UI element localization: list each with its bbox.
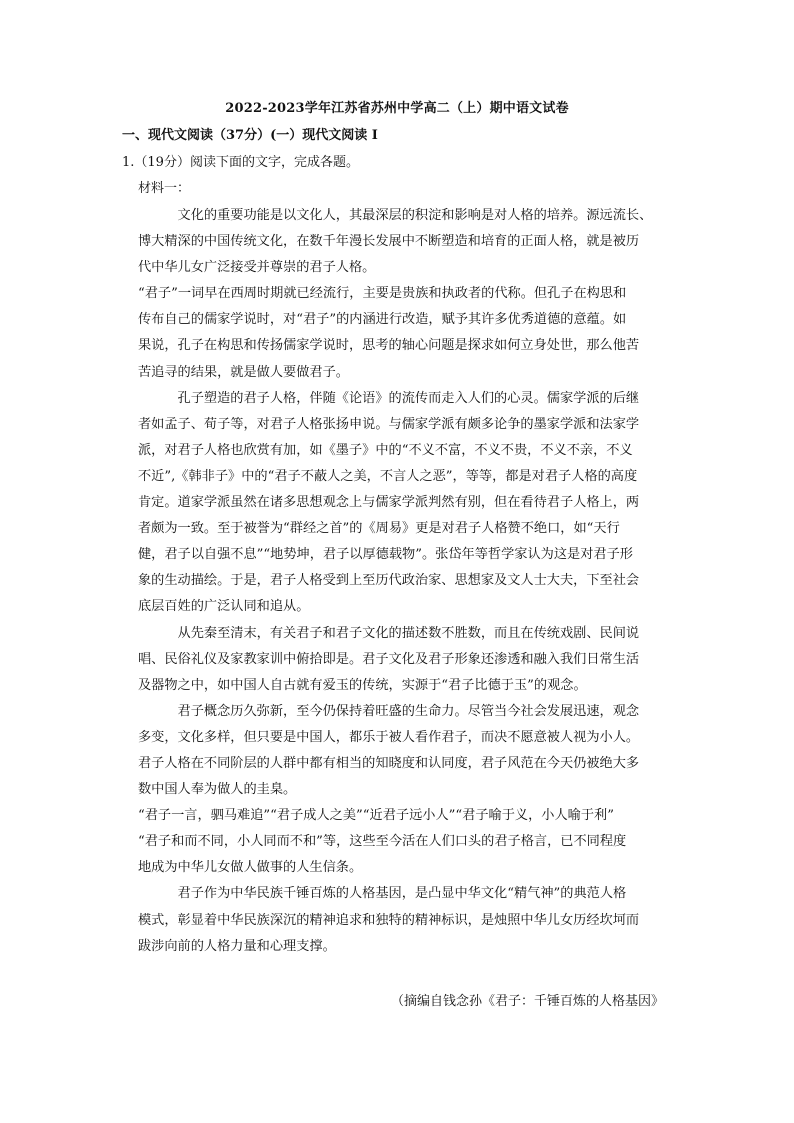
passage-line: 派，对君子人格也欣赏有加，如《墨子》中的“不义不富，不义不贵，不义不亲，不义 [138,442,633,458]
passage-line: 文化的重要功能是以文化人，其最深层的积淀和影响是对人格的培养。源远流长、 [138,208,653,223]
passage-line: 从先秦至清末，有关君子和君子文化的描述数不胜数，而且在传统戏剧、民间说 [138,625,640,641]
passage-line: 多变，文化多样，但只要是中国人，都乐于被人看作君子，而决不愿意被人视为小人。 [138,729,640,745]
passage-line: “君子一言，驷马难追”“君子成人之美”“近君子远小人”“君子喻于义，小人喻于利” [138,808,614,824]
passage-line: 象的生动描绘。于是，君子人格受到上至历代政治家、思想家及文人士大夫，下至社会 [138,573,640,589]
passage-line: 博大精深的中国传统文化，在数千年漫长发展中不断塑造和培育的正面人格，就是被历 [138,234,640,250]
passage-line: 苦追寻的结果，就是做人要做君子。 [138,364,349,380]
passage-line: “君子”一词早在西周时期就已经流行，主要是贵族和执政者的代称。但孔子在构思和 [138,286,627,302]
exam-title: 2022-2023学年江苏省苏州中学高二（上）期中语文试卷 [225,101,569,116]
passage-line: 唱、民俗礼仪及家教家训中俯拾即是。君子文化及君子形象还渗透和融入我们日常生活 [138,651,640,667]
section-heading: 一、现代文阅读（37分）(一）现代文阅读 I [122,128,378,143]
passage-line: 跋涉向前的人格力量和心理支撑。 [138,938,336,954]
passage-line: 君子人格在不同阶层的人群中都有相当的知晓度和认同度，君子风范在今天仍被绝大多 [138,755,640,771]
passage-line: 数中国人奉为做人的圭臬。 [138,782,297,798]
passage-line: 及器物之中，如中国人自古就有爱玉的传统，实源于“君子比德于玉”的观念。 [138,677,587,693]
passage-line: 模式，彰显着中华民族深沉的精神追求和独特的精神标识，是烛照中华儿女历经坎坷而 [138,912,640,928]
passage-line: 代中华儿女广泛接受并尊崇的君子人格。 [138,260,376,276]
source-citation: （摘编自钱念孙《君子：千锤百炼的人格基因》 [390,994,664,1009]
passage-line: 传布自己的儒家学说时，对“君子”的内涵进行改造，赋予其许多优秀道德的意蕴。如 [138,312,627,328]
passage-line: 底层百姓的广泛认同和追从。 [138,599,310,615]
question-intro: 1.（19分）阅读下面的文字，完成各题。 [122,155,359,170]
passage-line: 君子概念历久弥新，至今仍保持着旺盛的生命力。尽管当今社会发展迅速，观念 [138,703,640,719]
passage-line: 孔子塑造的君子人格，伴随《论语》的流传而走入人们的心灵。儒家学派的后继 [138,390,640,406]
passage-line: 健，君子以自强不息”“地势坤，君子以厚德载物”。张岱年等哲学家认为这是对君子形 [138,547,633,563]
passage-line: 者如孟子、荀子等，对君子人格张扬申说。与儒家学派有颇多论争的墨家学派和法家学 [138,416,640,432]
passage-line: 不近”,《韩非子》中的“君子不蔽人之美，不言人之恶”，等等，都是对君子人格的高度 [138,468,638,484]
material-label: 材料一： [138,181,191,196]
passage-line: 地成为中华儿女做人做事的人生信条。 [138,860,363,876]
passage-line: 者颇为一致。至于被誉为“群经之首”的《周易》更是对君子人格赞不绝口，如“天行 [138,521,620,537]
passage-line: 果说，孔子在构思和传扬儒家学说时，思考的轴心问题是探求如何立身处世，那么他苦 [138,338,640,354]
passage-body [138,203,678,960]
passage-line: 肯定。道家学派虽然在诸多思想观念上与儒家学派判然有别，但在看待君子人格上，两 [138,495,640,511]
passage-line: “君子和而不同，小人同而不和”等，这些至今活在人们口头的君子格言，已不同程度 [138,834,627,850]
passage-line: 君子作为中华民族千锤百炼的人格基因，是凸显中华文化“精气神”的典范人格 [138,886,627,902]
